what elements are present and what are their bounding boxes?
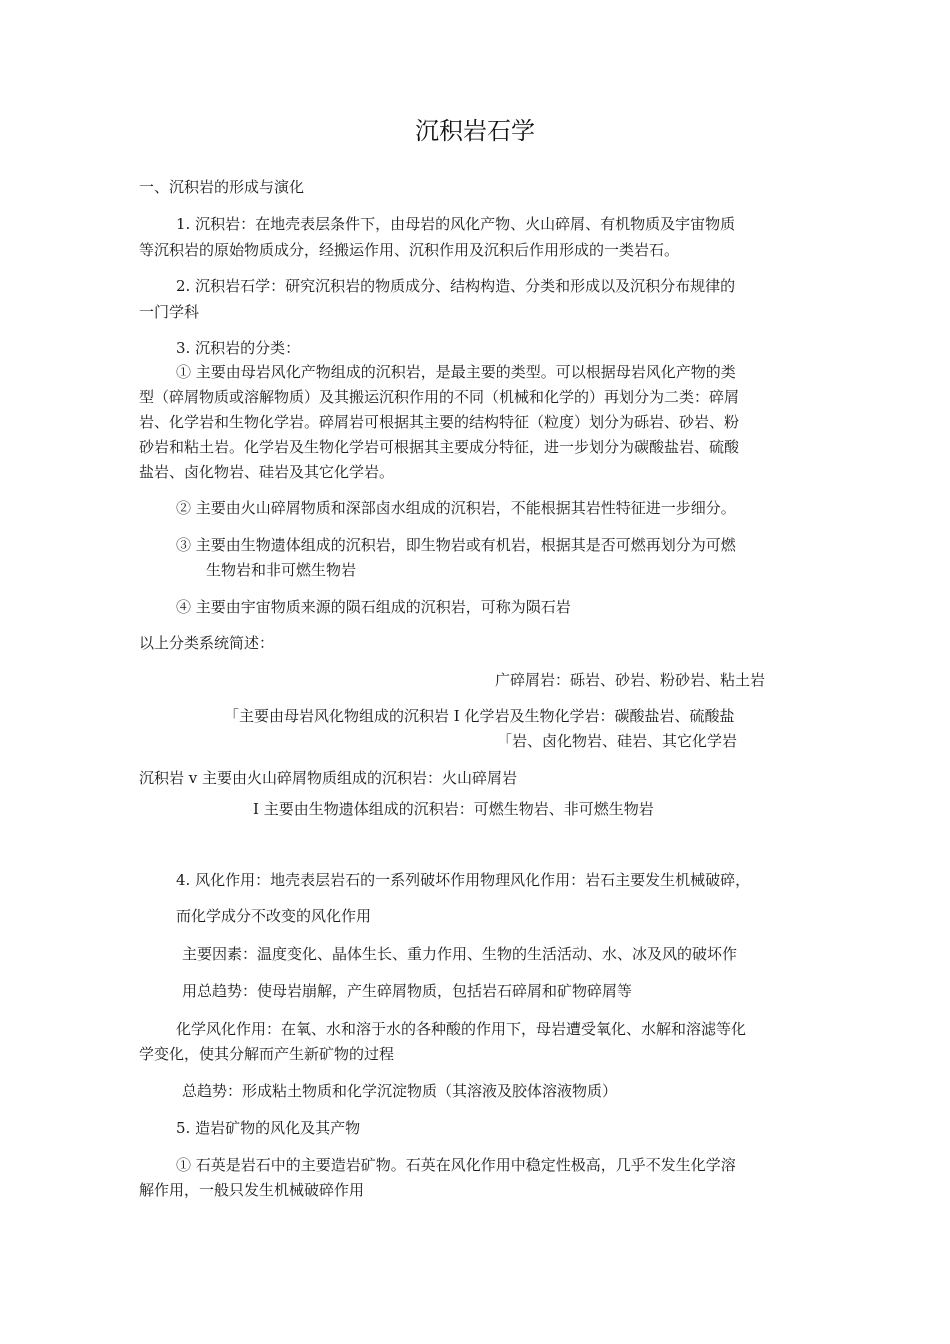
paragraph-line: 2. 沉积岩石学：研究沉积岩的物质成分、结构构造、分类和形成以及沉积分布规律的 bbox=[176, 277, 736, 295]
list-item-line: ② 主要由火山碎屑物质和深部卤水组成的沉积岩，不能根据其岩性特征进一步细分。 bbox=[176, 499, 736, 517]
paragraph-line: 用总趋势：使母岩崩解，产生碎屑物质，包括岩石碎屑和矿物碎屑等 bbox=[182, 982, 633, 1000]
scheme-line: 广碎屑岩：砾岩、砂岩、粉砂岩、粘土岩 bbox=[495, 671, 766, 689]
paragraph-line: 主要因素：温度变化、晶体生长、重力作用、生物的生活活动、水、冰及风的破坏作 bbox=[182, 945, 738, 963]
paragraph-line: 等沉积岩的原始物质成分，经搬运作用、沉积作用及沉积后作用形成的一类岩石。 bbox=[139, 241, 680, 259]
list-item-line: ① 石英是岩石中的主要造岩矿物。石英在风化作用中稳定性极高，几乎不发生化学溶 bbox=[176, 1156, 736, 1174]
subsection-heading: 3. 沉积岩的分类： bbox=[176, 339, 301, 357]
list-item-line: ③ 主要由生物遗体组成的沉积岩，即生物岩或有机岩，根据其是否可燃再划分为可燃 bbox=[176, 536, 736, 554]
list-item-line: 解作用，一般只发生机械破碎作用 bbox=[139, 1181, 365, 1199]
paragraph-line: 4. 风化作用：地壳表层岩石的一系列破坏作用物理风化作用：岩石主要发生机械破碎， bbox=[176, 871, 751, 889]
section-heading: 一、沉积岩的形成与演化 bbox=[139, 178, 305, 196]
document-title: 沉积岩石学 bbox=[415, 117, 535, 145]
scheme-line: I 主要由生物遗体组成的沉积岩：可燃生物岩、非可燃生物岩 bbox=[253, 800, 654, 818]
list-item-line: 生物岩和非可燃生物岩 bbox=[206, 561, 357, 579]
paragraph-line: 学变化，使其分解而产生新矿物的过程 bbox=[139, 1045, 395, 1063]
paragraph-line: 化学风化作用：在氧、水和溶于水的各种酸的作用下，母岩遭受氧化、水解和溶滤等化 bbox=[176, 1020, 747, 1038]
subsection-heading: 5. 造岩矿物的风化及其产物 bbox=[176, 1119, 361, 1137]
paragraph-line: 以上分类系统简述： bbox=[139, 634, 275, 652]
list-item-line: ④ 主要由宇宙物质来源的陨石组成的沉积岩，可称为陨石岩 bbox=[176, 598, 571, 616]
list-item-line: 型（碎屑物质或溶解物质）及其搬运沉积作用的不同（机械和化学的）再划分为二类：碎屑 bbox=[139, 388, 740, 406]
scheme-line: 「岩、卤化物岩、硅岩、其它化学岩 bbox=[497, 732, 738, 750]
paragraph-line: 总趋势：形成粘土物质和化学沉淀物质（其溶液及胶体溶液物质） bbox=[182, 1082, 618, 1100]
scheme-line: 沉积岩 v 主要由火山碎屑物质组成的沉积岩：火山碎屑岩 bbox=[139, 769, 518, 787]
list-item-line: 岩、化学岩和生物化学岩。碎屑岩可根据其主要的结构特征（粒度）划分为砾岩、砂岩、粉 bbox=[139, 413, 740, 431]
list-item-line: 盐岩、卤化物岩、硅岩及其它化学岩。 bbox=[139, 463, 395, 481]
paragraph-line: 而化学成分不改变的风化作用 bbox=[176, 907, 372, 925]
paragraph-line: 1. 沉积岩：在地壳表层条件下，由母岩的风化产物、火山碎屑、有机物质及宇宙物质 bbox=[176, 215, 736, 233]
list-item-line: 砂岩和粘土岩。化学岩及生物化学岩可根据其主要成分特征，进一步划分为碳酸盐岩、硫酸 bbox=[139, 438, 740, 456]
scheme-line: 「主要由母岩风化物组成的沉积岩 I 化学岩及生物化学岩：碳酸盐岩、硫酸盐 bbox=[224, 707, 735, 725]
paragraph-line: 一门学科 bbox=[139, 303, 200, 321]
list-item-line: ① 主要由母岩风化产物组成的沉积岩，是最主要的类型。可以根据母岩风化产物的类 bbox=[176, 363, 736, 381]
